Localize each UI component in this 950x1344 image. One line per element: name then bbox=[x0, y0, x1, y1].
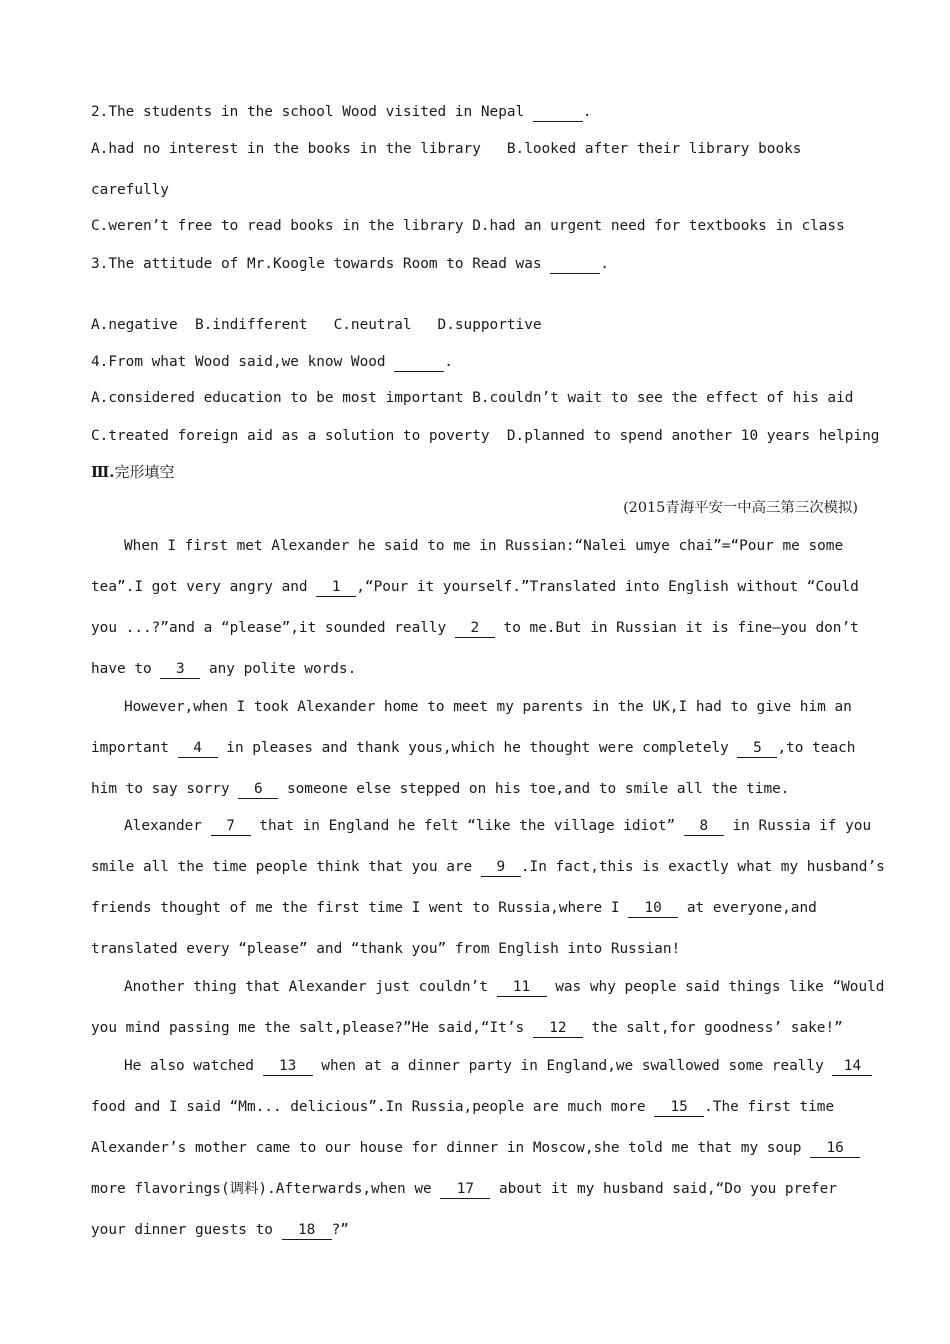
passage-text: important bbox=[91, 740, 178, 756]
question-2-text: 2.The students in the school Wood visited in Nepal bbox=[91, 104, 533, 120]
passage-line bbox=[91, 857, 885, 877]
passage-text: Alexander’s mother came to our house for dinner in Moscow,she told me that my soup bbox=[91, 1140, 811, 1156]
blank-14: 14 bbox=[832, 1058, 872, 1076]
passage-text: your dinner guests to bbox=[91, 1222, 282, 1238]
section-number: Ⅲ. bbox=[91, 463, 115, 481]
passage-line: translated every “please” and “thank you” from English into Russian! bbox=[91, 941, 681, 957]
blank-6: 6 bbox=[238, 781, 278, 799]
passage-text: have to bbox=[91, 661, 161, 677]
blank-15: 15 bbox=[654, 1099, 704, 1117]
passage-line bbox=[91, 898, 817, 918]
blank-8: 8 bbox=[684, 818, 724, 836]
passage-line bbox=[91, 738, 855, 758]
blank-10: 10 bbox=[628, 900, 678, 918]
passage-text: smile all the time people think that you are bbox=[91, 859, 481, 875]
passage-text: ,“Pour it yourself.”Translated into English without “Could bbox=[356, 579, 859, 595]
passage-text: when at a dinner party in England,we swallowed some really bbox=[312, 1058, 833, 1074]
question-3-text: 3.The attitude of Mr.Koogle towards Room to Read was bbox=[91, 256, 551, 272]
blank-16: 16 bbox=[810, 1140, 860, 1158]
passage-text: in Russia if you bbox=[723, 818, 872, 834]
passage-line bbox=[124, 977, 884, 997]
passage-line bbox=[91, 618, 859, 638]
passage-text: you ...?”and a “please”,it sounded really bbox=[91, 620, 455, 636]
passage-text: friends thought of me the first time I went to Russia,where I bbox=[91, 900, 629, 916]
blank-9: 9 bbox=[481, 859, 521, 877]
passage-text: tea”.I got very angry and bbox=[91, 579, 317, 595]
answer-blank bbox=[394, 354, 444, 372]
passage-text: to me.But in Russian it is fine—you don’t bbox=[494, 620, 859, 636]
blank-5: 5 bbox=[737, 740, 777, 758]
blank-7: 7 bbox=[211, 818, 251, 836]
question-4-options-ab: A.considered education to be most important B.couldn’t wait to see the effect of his aid bbox=[91, 390, 854, 406]
blank-12: 12 bbox=[533, 1020, 583, 1038]
passage-line bbox=[91, 779, 789, 799]
question-4-options-cd: C.treated foreign aid as a solution to poverty D.planned to spend another 10 years helping bbox=[91, 428, 880, 444]
question-4-stem bbox=[91, 352, 453, 372]
passage-line bbox=[91, 1018, 843, 1038]
question-3-options: A.negative B.indifferent C.neutral D.supportive bbox=[91, 317, 542, 333]
passage-text: you mind passing me the salt,please?”He said,“It’s bbox=[91, 1020, 533, 1036]
passage-text: Another thing that Alexander just couldn’t bbox=[124, 979, 497, 995]
passage-line bbox=[91, 1097, 834, 1117]
blank-4: 4 bbox=[178, 740, 218, 758]
blank-17: 17 bbox=[440, 1181, 490, 1199]
blank-3: 3 bbox=[160, 661, 200, 679]
passage-line bbox=[124, 1056, 872, 1076]
passage-text: ?” bbox=[331, 1222, 349, 1238]
passage-line bbox=[91, 1179, 837, 1199]
section-source: (2015青海平安一中高三第三次模拟) bbox=[623, 500, 858, 516]
answer-blank bbox=[550, 256, 600, 274]
question-3-stem bbox=[91, 254, 609, 274]
passage-line bbox=[91, 659, 356, 679]
passage-text: Alexander bbox=[124, 818, 211, 834]
question-2-options-ab: A.had no interest in the books in the library B.looked after their library books bbox=[91, 141, 802, 157]
question-2-options-cd: C.weren’t free to read books in the library D.had an urgent need for textbooks in class bbox=[91, 218, 845, 234]
blank-13: 13 bbox=[263, 1058, 313, 1076]
passage-text: at everyone,and bbox=[678, 900, 817, 916]
question-2-stem bbox=[91, 102, 592, 122]
passage-line bbox=[91, 1220, 349, 1240]
question-2-options-ab-cont: carefully bbox=[91, 182, 169, 198]
passage-text: more flavorings(调料).Afterwards,when we bbox=[91, 1181, 441, 1197]
passage-line: However,when I took Alexander home to meet my parents in the UK,I had to give him an bbox=[124, 699, 852, 715]
passage-text: He also watched bbox=[124, 1058, 263, 1074]
passage-text: that in England he felt “like the village idiot” bbox=[250, 818, 684, 834]
answer-blank bbox=[533, 104, 583, 122]
passage-text: .In fact,this is exactly what my husband’s bbox=[520, 859, 885, 875]
blank-18: 18 bbox=[282, 1222, 332, 1240]
passage-text: any polite words. bbox=[200, 661, 357, 677]
passage-line bbox=[91, 1138, 860, 1158]
question-3-end: . bbox=[600, 256, 609, 272]
passage-text: was why people said things like “Would bbox=[546, 979, 885, 995]
passage-text: the salt,for goodness’ sake!” bbox=[582, 1020, 843, 1036]
passage-text: .The first time bbox=[704, 1099, 835, 1115]
blank-2: 2 bbox=[455, 620, 495, 638]
question-4-text: 4.From what Wood said,we know Wood bbox=[91, 354, 395, 370]
question-4-end: . bbox=[444, 354, 453, 370]
passage-line bbox=[124, 816, 871, 836]
passage-text: ,to teach bbox=[777, 740, 856, 756]
passage-text: him to say sorry bbox=[91, 781, 239, 797]
passage-text: about it my husband said,“Do you prefer bbox=[490, 1181, 837, 1197]
passage-text: in pleases and thank yous,which he thought were completely bbox=[217, 740, 738, 756]
section-title: 完形填空 bbox=[114, 463, 175, 481]
blank-11: 11 bbox=[497, 979, 547, 997]
blank-1: 1 bbox=[316, 579, 356, 597]
passage-text: someone else stepped on his toe,and to smile all the time. bbox=[278, 781, 790, 797]
section-heading bbox=[91, 462, 175, 482]
question-2-end: . bbox=[582, 104, 592, 120]
passage-line bbox=[91, 577, 859, 597]
passage-text: food and I said “Mm... delicious”.In Russia,people are much more bbox=[91, 1099, 655, 1115]
passage-line: When I first met Alexander he said to me in Russian:“Nalei umye chai”=“Pour me some bbox=[124, 538, 844, 554]
